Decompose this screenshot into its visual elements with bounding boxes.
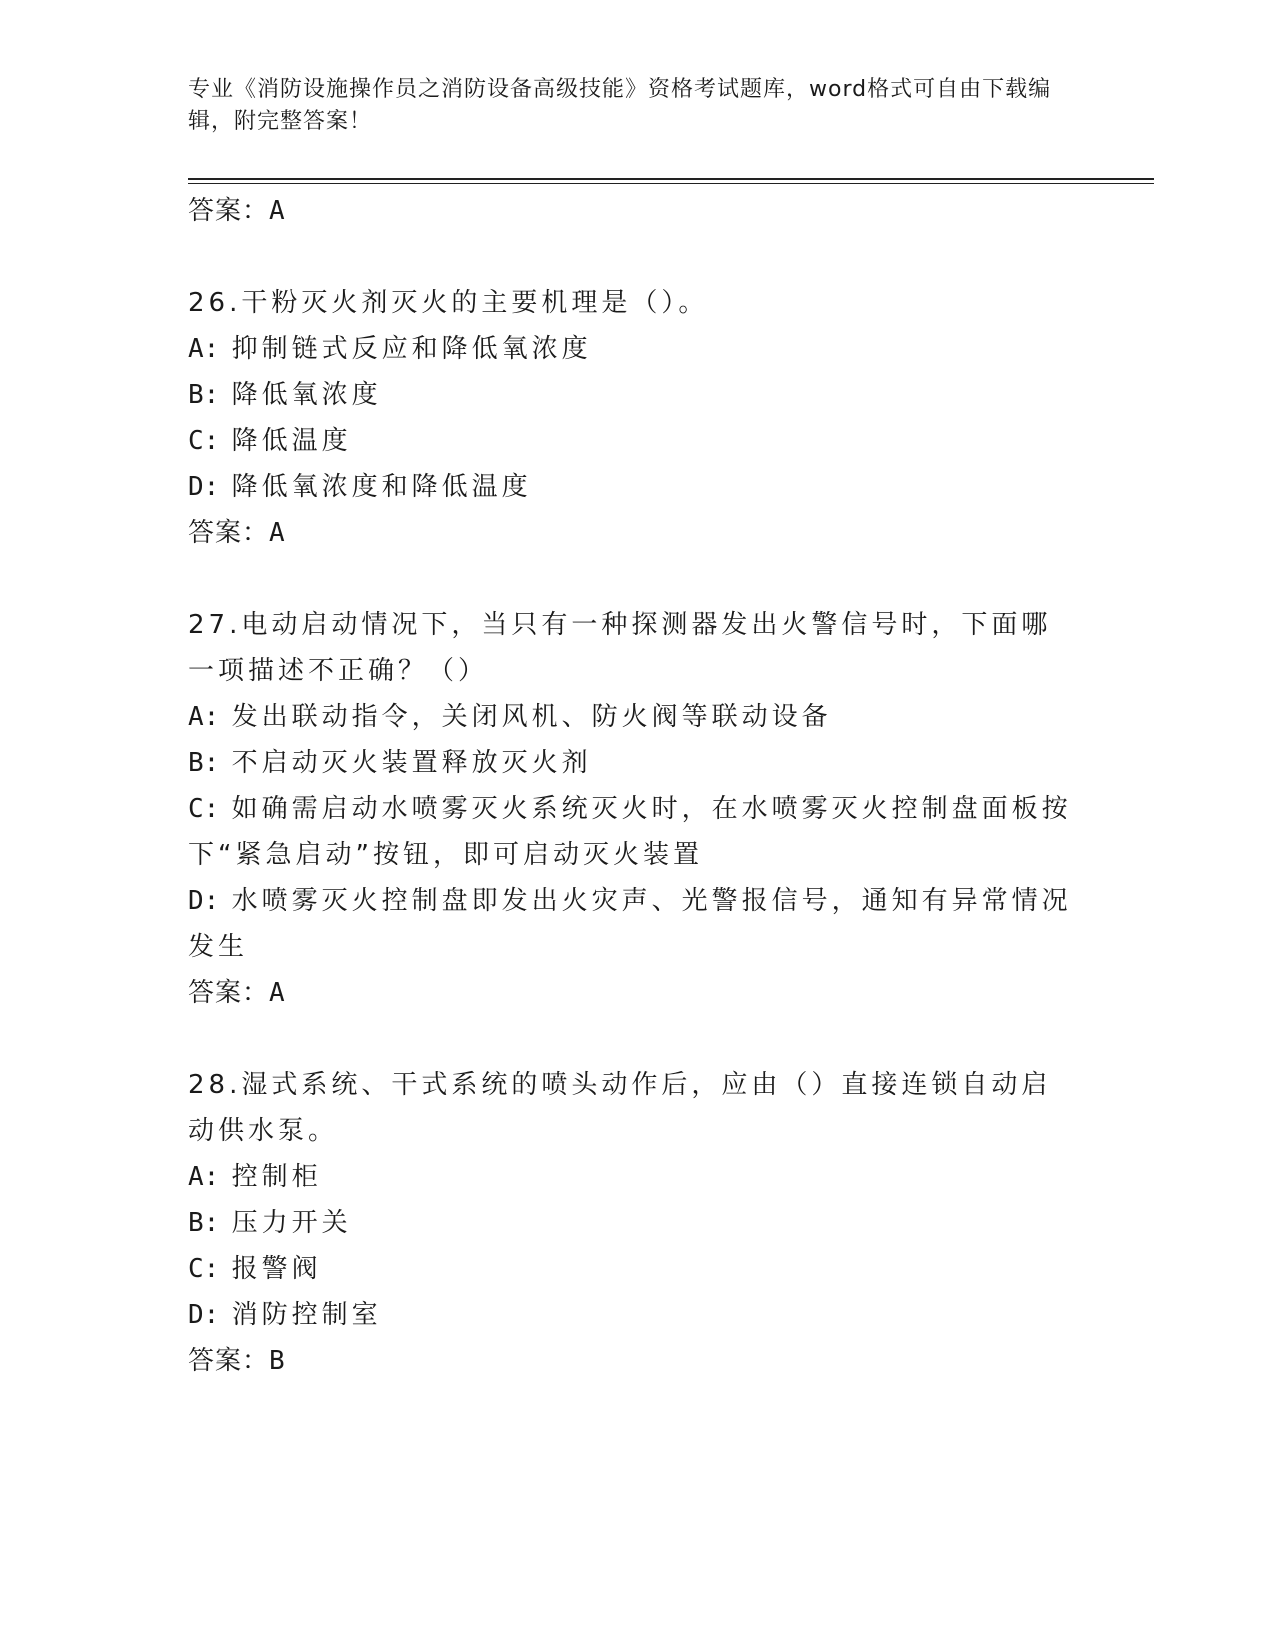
option-text: 消防控制室 (231, 1300, 382, 1330)
question-text: 27.电动启动情况下，当只有一种探测器发出火警信号时，下面哪一项描述不正确？（） (188, 610, 1052, 686)
answer-label: 答案： (188, 196, 270, 226)
option-b (188, 372, 1078, 418)
option-text: 控制柜 (231, 1162, 322, 1192)
option-d (188, 1292, 1078, 1338)
answer-label: 答案： (188, 1346, 270, 1376)
option-text: 压力开关 (231, 1208, 352, 1238)
answer-value: A (269, 518, 286, 548)
option-letter: D: (188, 886, 220, 916)
option-letter: C: (188, 1254, 220, 1284)
option-c (188, 418, 1078, 464)
option-a (188, 1154, 1078, 1200)
option-text: 报警阀 (231, 1254, 322, 1284)
option-letter: D: (188, 1300, 220, 1330)
option-letter: C: (188, 426, 220, 456)
option-a (188, 326, 1078, 372)
option-text: 降低氧浓度和降低温度 (231, 472, 532, 502)
answer-line (188, 970, 1078, 1016)
option-letter: B: (188, 380, 220, 410)
answer-label: 答案： (188, 978, 270, 1008)
option-a (188, 694, 1078, 740)
option-letter: B: (188, 748, 220, 778)
option-letter: C: (188, 794, 220, 824)
option-letter: D: (188, 472, 220, 502)
option-text: 降低氧浓度 (231, 380, 382, 410)
header-rule-thick (188, 178, 1154, 180)
answer-value: A (269, 196, 286, 226)
spacer (188, 234, 1078, 280)
header-rule-thin (188, 183, 1154, 184)
answer-value: A (269, 978, 286, 1008)
option-text: 如确需启动水喷雾灭火系统灭火时，在水喷雾灭火控制盘面板按下“紧急启动”按钮，即可启动灭火装置 (188, 794, 1072, 870)
option-c (188, 1246, 1078, 1292)
option-b (188, 1200, 1078, 1246)
option-letter: B: (188, 1208, 220, 1238)
option-text: 发出联动指令，关闭风机、防火阀等联动设备 (231, 702, 832, 732)
answer-value: B (269, 1346, 286, 1376)
answer-line (188, 510, 1078, 556)
answer-label: 答案： (188, 518, 270, 548)
option-d (188, 464, 1078, 510)
document-header: 专业《消防设施操作员之消防设备高级技能》资格考试题库，word格式可自由下载编辑，附完整答案！ (188, 77, 1052, 134)
question-text: 26.干粉灭火剂灭火的主要机理是（）。 (188, 288, 709, 318)
option-text: 抑制链式反应和降低氧浓度 (231, 334, 592, 364)
answer-line (188, 188, 1078, 234)
option-b (188, 740, 1078, 786)
question-block (188, 602, 1078, 1016)
option-c (188, 786, 1078, 878)
spacer (188, 1016, 1078, 1062)
question-block (188, 280, 1078, 556)
question-block (188, 1062, 1078, 1384)
option-letter: A: (188, 1162, 220, 1192)
option-text: 水喷雾灭火控制盘即发出火灾声、光警报信号，通知有异常情况发生 (188, 886, 1072, 962)
option-text: 降低温度 (231, 426, 352, 456)
answer-line (188, 1338, 1078, 1384)
option-d (188, 878, 1078, 970)
option-letter: A: (188, 702, 220, 732)
question-text: 28.湿式系统、干式系统的喷头动作后，应由（）直接连锁自动启动供水泵。 (188, 1070, 1052, 1146)
option-letter: A: (188, 334, 220, 364)
spacer (188, 556, 1078, 602)
option-text: 不启动灭火装置释放灭火剂 (231, 748, 592, 778)
question-content (188, 188, 1078, 1384)
